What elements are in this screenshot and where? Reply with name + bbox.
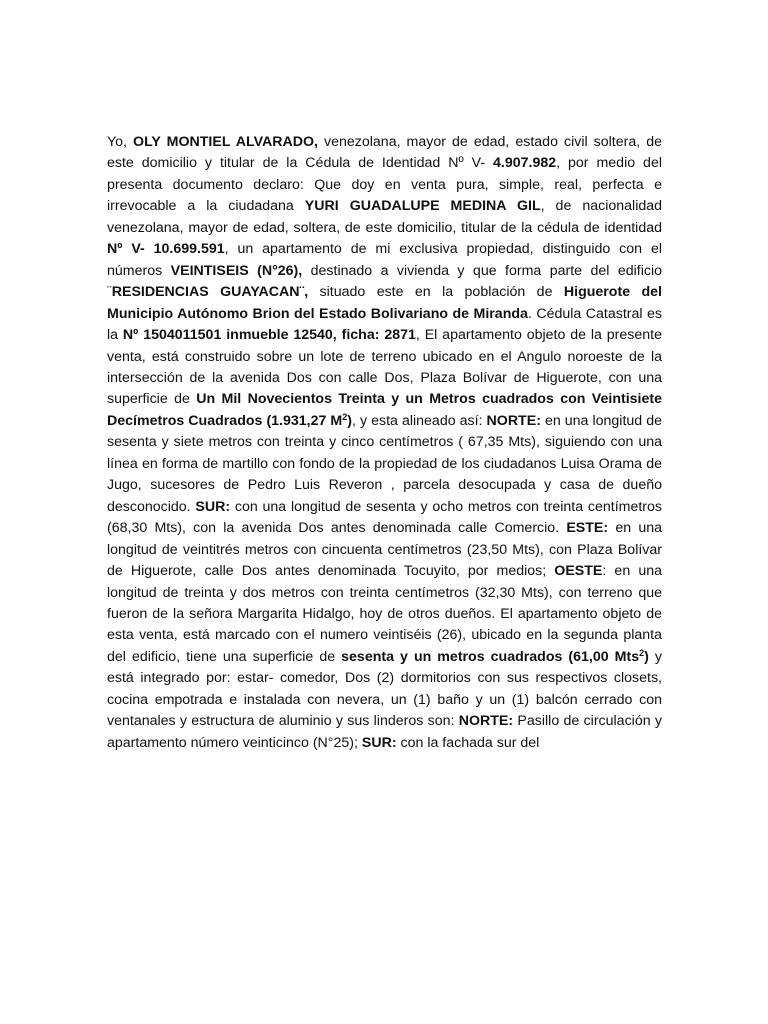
- location-name: Higuerote del Municipio Autónomo Brion del Estado Bolivariano de Miranda: [107, 284, 662, 322]
- text-run: : en una longitud de treinta y dos metros con treinta centímetros (32,30 Mts), con terreno que fueron de la señora Margarita Hidalgo, hoy de otros dueños. El apartamento objeto de esta venta, está marcado con el numero veintiséis (26), ubicado en la segunda planta del edificio, tiene una superficie de: [107, 563, 662, 665]
- text-run: en una longitud de sesenta y siete metros con treinta y cinco centímetros ( 67,35 Mts), siguiendo con una línea en forma de martillo con fondo de la propiedad de los ciudadanos Luisa Orama de Jugo, sucesores de Pedro Luis Reveron , parcela desocupada y casa de dueño desconocido.: [107, 412, 662, 515]
- text-run: venezolana, mayor de edad, estado civil soltera, de este domicilio y titular de la Cédula de Identidad Nº V-: [107, 134, 662, 172]
- text-run: , un apartamento de mi exclusiva propiedad, distinguido con el números: [107, 241, 662, 279]
- seller-name: OLY MONTIEL ALVARADO,: [133, 134, 318, 150]
- seller-id-number: 4.907.982: [493, 155, 557, 172]
- text-run: , de nacionalidad venezolana, mayor de edad, soltera, de este domicilio, titular de la cédula de identidad: [107, 198, 663, 236]
- buyer-id-number: Nº V- 10.699.591: [107, 241, 225, 258]
- text-run: Yo,: [107, 134, 134, 150]
- superscript: 2: [342, 411, 348, 422]
- apt-boundary-south: SUR:: [361, 734, 397, 751]
- apartment-number: VEINTISEIS (N°26),: [170, 262, 303, 279]
- text-run: Pasillo de circulación y apartamento número veinticinco (N°25);: [107, 713, 662, 751]
- boundary-north: NORTE:: [486, 412, 541, 429]
- text-run: y está integrado por: estar- comedor, Dos (2) dormitorios con sus respectivos closets, cocina empotrada e instalada con nevera, un (1) baño y un (1) balcón cerrado con ventanales y estructura de aluminio y sus linderos son:: [107, 648, 662, 730]
- text-run: , y esta alineado así:: [352, 412, 487, 429]
- apartment-area: [341, 649, 649, 665]
- deed-paragraph: [107, 132, 662, 754]
- text-run: situado este en la población de: [308, 284, 564, 301]
- text-run: con la fachada sur del: [396, 734, 540, 751]
- apartment-area-close: ): [644, 648, 649, 665]
- apt-boundary-north: NORTE:: [458, 713, 514, 730]
- apartment-area-text: sesenta y un metros cuadrados (61,00 Mts: [341, 648, 640, 665]
- lot-area-close: ): [347, 412, 352, 429]
- text-run: en una longitud de veintitrés metros con cincuenta centímetros (23,50 Mts), con Plaza Bolívar de Higuerote, calle Dos antes denominada Tocuyito, por medios;: [107, 520, 662, 580]
- text-run: destinado a vivienda y que forma parte del edificio ¨: [107, 262, 663, 301]
- buyer-name: YURI GUADALUPE MEDINA GIL: [304, 198, 541, 215]
- building-name: RESIDENCIAS GUAYACAN¨,: [111, 284, 309, 301]
- boundary-south: SUR:: [195, 498, 231, 515]
- boundary-west: OESTE: [554, 563, 603, 580]
- document-page: [107, 132, 662, 754]
- lot-area-text: Un Mil Novecientos Treinta y un Metros cuadrados con Veintisiete Decímetros Cuadrados (1.931,27 M: [107, 391, 662, 429]
- text-run: . Cédula Catastral es la: [107, 305, 662, 344]
- boundary-east: ESTE:: [566, 520, 609, 537]
- text-run: , por medio del presenta documento declaro: Que doy en venta pura, simple, real, perfecta e irrevocable a la ciudadana: [107, 155, 662, 215]
- text-run: con una longitud de sesenta y ocho metros con treinta centímetros (68,30 Mts), con la avenida Dos antes denominada calle Comercio.: [107, 498, 662, 537]
- text-run: , El apartamento objeto de la presente venta, está construido sobre un lote de terreno ubicado en el Angulo noroeste de la intersección de la avenida Dos con calle Dos, Plaza Bolívar de Higuerote, con una superficie de: [107, 327, 663, 408]
- superscript: 2: [639, 647, 645, 658]
- cadastral-id: Nº 1504011501 inmueble 12540, ficha: 2871: [122, 327, 416, 344]
